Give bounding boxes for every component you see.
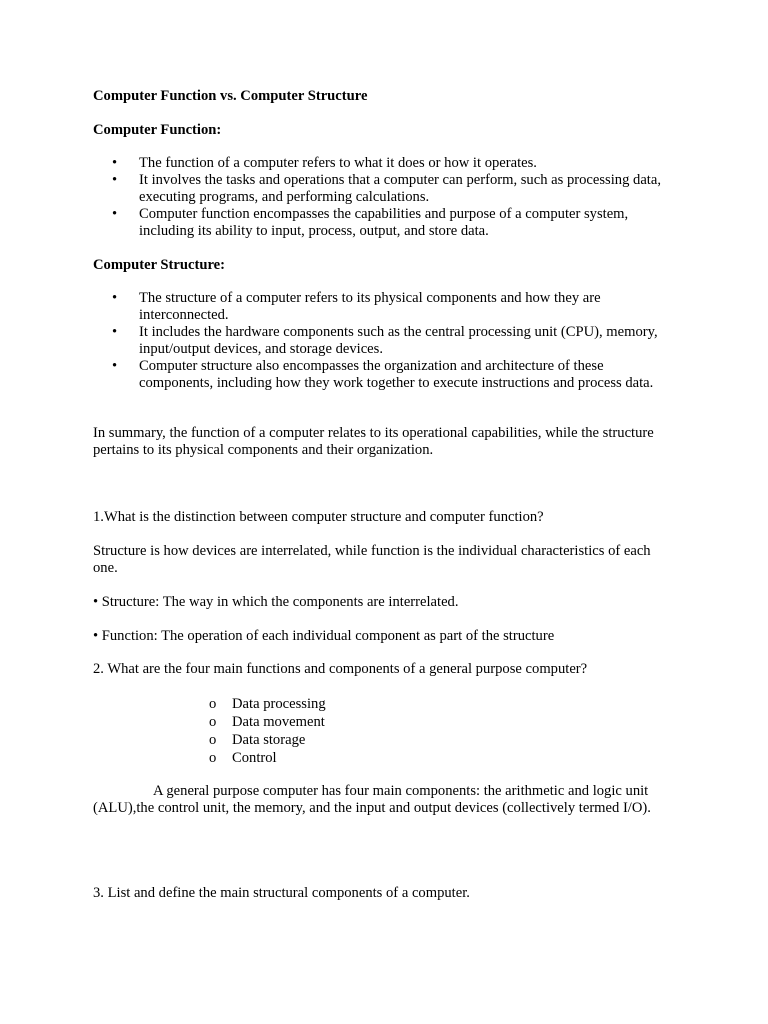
- summary-paragraph: In summary, the function of a computer relates to its operational capabilities, while the structure pertains to its physical components and their organization.: [93, 425, 654, 458]
- function-heading: Computer Function:: [93, 122, 222, 138]
- list-item: [93, 358, 673, 392]
- list-item-text: It involves the tasks and operations that a computer can perform, such as processing data, executing programs, and performing calculations.: [139, 172, 661, 205]
- structure-bullet-list: [93, 290, 673, 392]
- circle-bullet-icon: o: [209, 750, 217, 766]
- bullet-icon: •: [112, 206, 118, 222]
- list-item-text: The function of a computer refers to what it does or how it operates.: [139, 155, 537, 171]
- function-definition: • Function: The operation of each individual component as part of the structure: [93, 628, 555, 644]
- list-item-text: Computer function encompasses the capabilities and purpose of a computer system, including its ability to input, process, output, and store data.: [139, 206, 629, 239]
- list-item: [93, 155, 673, 172]
- question-3: 3. List and define the main structural components of a computer.: [93, 885, 470, 901]
- list-item: [208, 731, 326, 749]
- main-functions-list: [208, 695, 326, 767]
- document-title: Computer Function vs. Computer Structure: [93, 88, 368, 104]
- list-item-text: It includes the hardware components such as the central processing unit (CPU), memory, input/output devices, and storage devices.: [139, 324, 658, 357]
- bullet-icon: •: [112, 358, 118, 374]
- list-item: [93, 172, 673, 206]
- list-item-text: Data processing: [232, 696, 326, 712]
- circle-bullet-icon: o: [209, 714, 217, 730]
- bullet-icon: •: [112, 290, 118, 306]
- bullet-icon: •: [112, 155, 118, 171]
- list-item: [208, 713, 326, 731]
- circle-bullet-icon: o: [209, 732, 217, 748]
- list-item: [93, 290, 673, 324]
- structure-definition: • Structure: The way in which the components are interrelated.: [93, 594, 459, 610]
- list-item: [208, 695, 326, 713]
- question-2: 2. What are the four main functions and components of a general purpose computer?: [93, 661, 588, 677]
- list-item-text: Data movement: [232, 714, 325, 730]
- list-item: [93, 324, 673, 358]
- list-item-text: Data storage: [232, 732, 306, 748]
- structure-heading: Computer Structure:: [93, 257, 225, 273]
- circle-bullet-icon: o: [209, 696, 217, 712]
- function-bullet-list: [93, 155, 673, 240]
- question-1: 1.What is the distinction between computer structure and computer function?: [93, 509, 544, 525]
- list-item-text: Control: [232, 750, 277, 766]
- bullet-icon: •: [112, 172, 118, 188]
- list-item-text: Computer structure also encompasses the organization and architecture of these components, including how they work together to execute instructions and process data.: [139, 358, 654, 391]
- list-item-text: The structure of a computer refers to its physical components and how they are interconnected.: [139, 290, 601, 323]
- bullet-icon: •: [112, 324, 118, 340]
- answer-2: A general purpose computer has four main components: the arithmetic and logic unit (ALU),the control unit, the memory, and the input and output devices (collectively termed I/O).: [93, 783, 651, 816]
- list-item: [208, 749, 326, 767]
- answer-1: Structure is how devices are interrelated, while function is the individual characteristics of each one.: [93, 543, 651, 576]
- list-item: [93, 206, 673, 240]
